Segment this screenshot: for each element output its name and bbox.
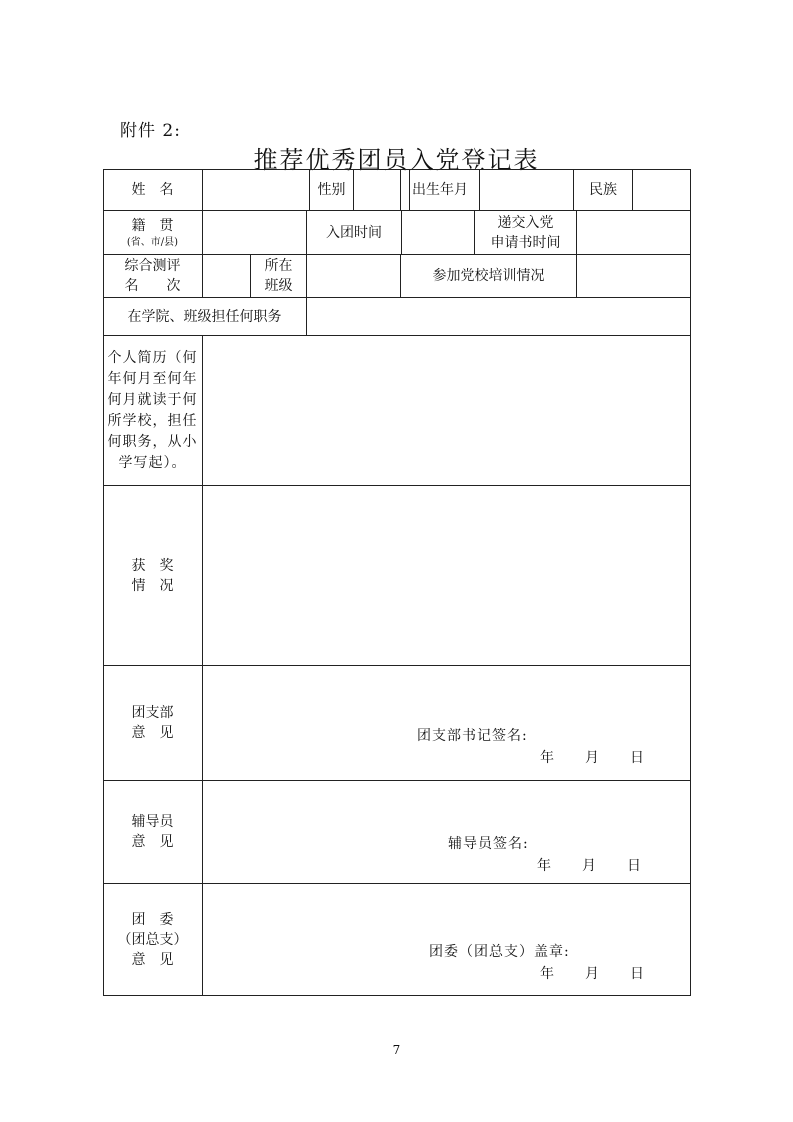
branch-date-label: 年 月 日 bbox=[540, 750, 645, 766]
awards-label-line1: 获 奖 bbox=[131, 557, 174, 574]
native-label: 籍 贯 bbox=[131, 217, 174, 234]
awards-label-line2: 情 况 bbox=[131, 577, 174, 594]
ethnicity-label: 民族 bbox=[589, 181, 617, 198]
join-league-field[interactable] bbox=[402, 211, 475, 255]
page-number: 7 bbox=[392, 1043, 401, 1057]
branch-label-line1: 团支部 bbox=[131, 705, 174, 721]
counselor-opinion-field[interactable] bbox=[203, 781, 691, 884]
join-league-label-cell bbox=[307, 211, 402, 255]
awards-field[interactable] bbox=[203, 486, 691, 666]
birth-label-cell bbox=[401, 169, 480, 211]
counselor-signature-label: 辅导员签名: bbox=[448, 836, 529, 852]
birth-label: 出生年月 bbox=[412, 181, 468, 198]
class-label-line1: 所在 bbox=[264, 258, 293, 274]
native-sub-label: (省、市/县) bbox=[126, 236, 179, 248]
committee-label-cell bbox=[103, 884, 203, 996]
join-league-label: 入团时间 bbox=[326, 224, 382, 241]
position-field[interactable] bbox=[307, 298, 691, 336]
class-label-cell bbox=[251, 255, 307, 298]
counselor-label-line1: 辅导员 bbox=[131, 814, 174, 830]
branch-opinion-field[interactable] bbox=[203, 666, 691, 781]
gender-label-cell bbox=[309, 169, 354, 211]
birth-field[interactable] bbox=[480, 169, 574, 211]
ethnicity-label-cell bbox=[574, 169, 633, 211]
rank-label-line2: 名 次 bbox=[124, 278, 181, 294]
name-label-cell bbox=[103, 169, 203, 211]
committee-date-label: 年 月 日 bbox=[540, 966, 645, 982]
resume-field[interactable] bbox=[203, 336, 691, 486]
awards-label-cell bbox=[103, 486, 203, 666]
rank-label-cell bbox=[103, 255, 203, 298]
ethnicity-field[interactable] bbox=[633, 169, 691, 211]
rank-label-line1: 综合测评 bbox=[124, 258, 181, 274]
gender-label: 性别 bbox=[317, 181, 346, 198]
branch-signature-label: 团支部书记签名: bbox=[417, 728, 528, 744]
gender-field[interactable] bbox=[354, 169, 401, 211]
application-label-line1: 递交入党 bbox=[497, 214, 554, 231]
class-field[interactable] bbox=[307, 255, 401, 298]
rank-field[interactable] bbox=[203, 255, 251, 298]
training-field[interactable] bbox=[577, 255, 691, 298]
registration-form-table bbox=[103, 169, 691, 996]
class-label-line2: 班级 bbox=[264, 278, 293, 294]
resume-label-cell bbox=[103, 336, 203, 486]
branch-label-line2: 意 见 bbox=[131, 725, 174, 741]
training-label-cell bbox=[401, 255, 577, 298]
committee-label-line3: 意 见 bbox=[131, 952, 174, 968]
training-label: 参加党校培训情况 bbox=[432, 268, 545, 284]
counselor-date-label: 年 月 日 bbox=[537, 858, 642, 874]
application-label-line2: 申请书时间 bbox=[490, 234, 561, 251]
counselor-label-cell bbox=[103, 781, 203, 884]
application-field[interactable] bbox=[577, 211, 691, 255]
position-label: 在学院、班级担任何职务 bbox=[127, 308, 282, 325]
committee-opinion-field[interactable] bbox=[203, 884, 691, 996]
native-label-cell bbox=[103, 211, 203, 255]
name-label: 姓 名 bbox=[131, 181, 174, 198]
form-title: 推荐优秀团员入党登记表 bbox=[253, 146, 540, 174]
attachment-label: 附件 2: bbox=[120, 121, 181, 141]
position-label-cell bbox=[103, 298, 307, 336]
committee-label-line1: 团 委 bbox=[131, 912, 174, 928]
counselor-label-line2: 意 见 bbox=[131, 834, 174, 850]
committee-stamp-label: 团委（团总支）盖章: bbox=[429, 944, 570, 960]
resume-label: 个人简历（何年何月至何年何月就读于何所学校，担任何职务，从小学写起）。 bbox=[107, 349, 198, 471]
native-field[interactable] bbox=[203, 211, 307, 255]
committee-label-line2: （团总支） bbox=[117, 932, 188, 948]
branch-label-cell bbox=[103, 666, 203, 781]
application-label-cell bbox=[475, 211, 577, 255]
